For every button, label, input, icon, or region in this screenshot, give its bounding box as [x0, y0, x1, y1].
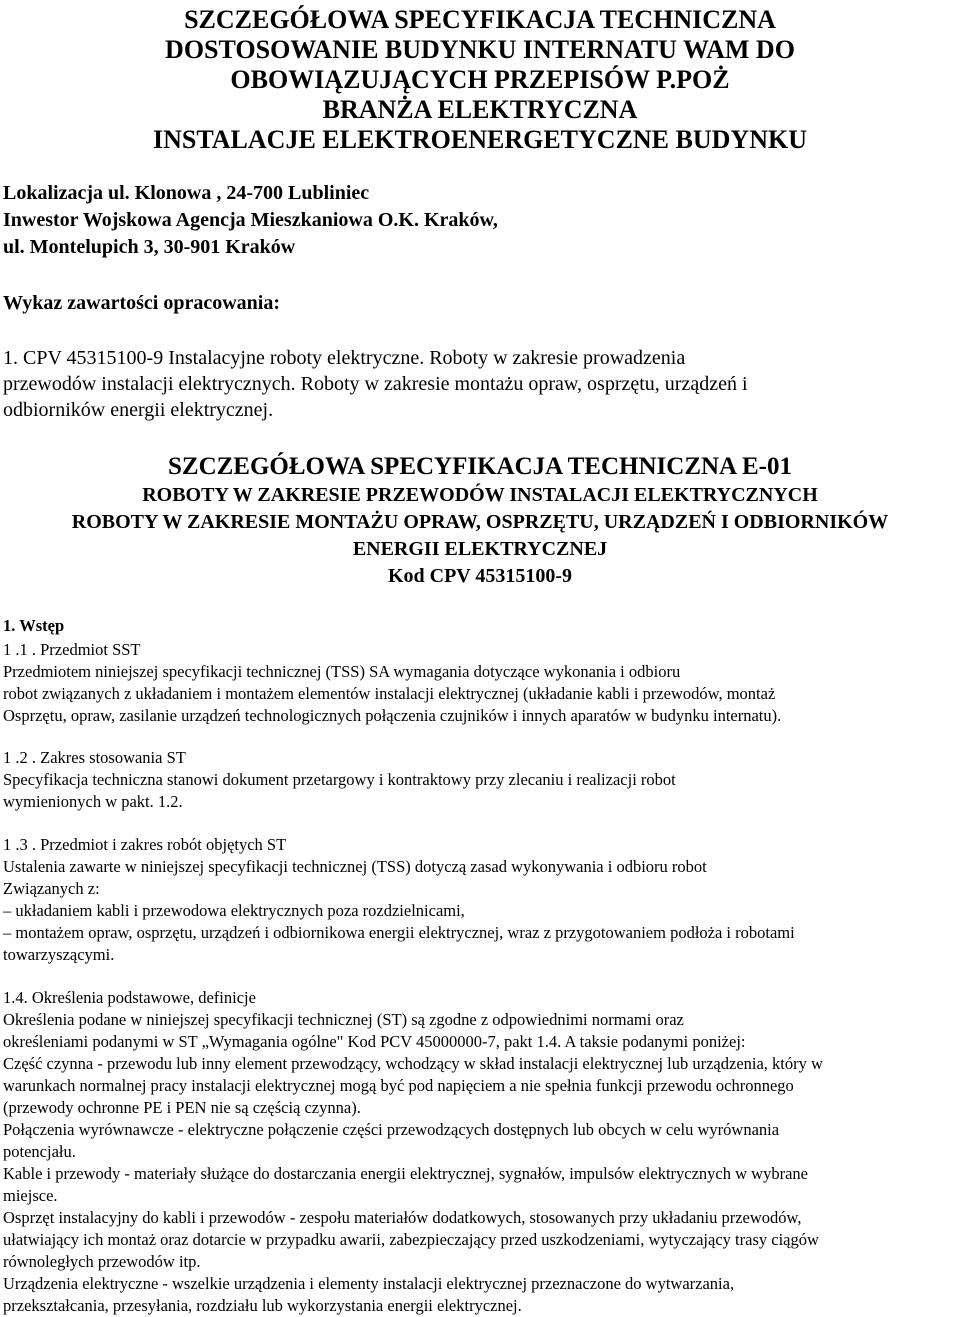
definition-line: miejsce. — [3, 1186, 58, 1205]
definition-line: Osprzęt instalacyjny do kabli i przewodów - zespołu materiałów dodatkowych, stosowanych przy układaniu przewodów, — [3, 1208, 802, 1227]
document-title — [0, 5, 960, 155]
definition-line: Kable i przewody - materiały służące do dostarczania energii elektrycznej, sygnałów, impulsów elektrycznych w wybrane — [3, 1164, 808, 1183]
location-block — [3, 180, 498, 261]
contents-line: 1. CPV 45315100-9 Instalacyjne roboty elektryczne. Roboty w zakresie prowadzenia — [3, 347, 686, 369]
definition-line: Urządzenia elektryczne - wszelkie urządzenia i elementy instalacji elektrycznej przeznaczone do wytwarzania, — [3, 1274, 735, 1293]
spec-heading-block — [0, 452, 960, 590]
subsection-heading: 1 .2 . Zakres stosowania ST — [3, 748, 186, 767]
paragraph-line: Określenia podane w niniejszej specyfikacji technicznej (ST) są zgodne z odpowiednimi normami oraz — [3, 1010, 684, 1029]
paragraph-line: Przedmiotem niniejszej specyfikacji technicznej (TSS) SA wymagania dotyczące wykonania i odbioru — [3, 662, 681, 681]
contents-list — [3, 345, 953, 423]
title-line: INSTALACJE ELEKTROENERGETYCZNE BUDYNKU — [153, 125, 807, 154]
definition-line: równoległych przewodów itp. — [3, 1252, 201, 1271]
list-item: – montażem opraw, osprzętu, urządzeń i odbiornikowa energii elektrycznej, wraz z przygotowaniem podłoża i robotami — [3, 923, 795, 942]
paragraph-line: robot związanych z układaniem i montażem elementów instalacji elektrycznej (układanie kabli i przewodów, montaż — [3, 684, 776, 703]
spec-subtitle: ROBOTY W ZAKRESIE MONTAŻU OPRAW, OSPRZĘTU, URZĄDZEŃ I ODBIORNIKÓW — [71, 511, 889, 533]
paragraph-line: Specyfikacja techniczna stanowi dokument przetargowy i kontraktowy przy zlecaniu i realizacji robot — [3, 770, 676, 789]
section-1-4 — [3, 987, 958, 1317]
subsection-heading: 1 .3 . Przedmiot i zakres robót objętych ST — [3, 835, 287, 854]
title-line: SZCZEGÓŁOWA SPECYFIKACJA TECHNICZNA — [184, 5, 776, 34]
list-item: – układaniem kabli i przewodowa elektrycznych poza rozdzielnicami, — [3, 901, 465, 920]
spec-subtitle: ROBOTY W ZAKRESIE PRZEWODÓW INSTALACJI ELEKTRYCZNYCH — [142, 484, 818, 506]
paragraph-line: wymienionych w pakt. 1.2. — [3, 792, 183, 811]
definition-line: warunkach normalnej pracy instalacji elektrycznej mogą być pod napięciem a nie spełnia funkcji przewodu ochronnego — [3, 1076, 794, 1095]
spec-subtitle: ENERGII ELEKTRYCZNEJ — [352, 538, 608, 560]
definition-line: potencjału. — [3, 1142, 76, 1161]
section-heading: 1. Wstęp — [3, 616, 65, 635]
definition-line: przekształcania, przesyłania, rozdziału lub wykorzystania energii elektrycznej. — [3, 1296, 522, 1315]
definition-line: ułatwiający ich montaż oraz dotarcie w przypadku awarii, zabezpieczający przed uszkodzeniami, wytyczający trasy ciągów — [3, 1230, 819, 1249]
subsection-heading: 1.4. Określenia podstawowe, definicje — [3, 988, 256, 1007]
investor-line: Inwestor Wojskowa Agencja Mieszkaniowa O.K. Kraków, — [3, 209, 498, 231]
contents-line: przewodów instalacji elektrycznych. Roboty w zakresie montażu opraw, osprzętu, urządzeń i — [3, 373, 748, 395]
section-1 — [3, 617, 958, 635]
spec-code: Kod CPV 45315100-9 — [387, 565, 573, 587]
definition-line: Część czynna - przewodu lub inny element przewodzący, wchodzący w skład instalacji elektrycznej lub urządzenia, który w — [3, 1054, 823, 1073]
subsection-heading: 1 .1 . Przedmiot SST — [3, 640, 141, 659]
title-line: DOSTOSOWANIE BUDYNKU INTERNATU WAM DO — [165, 35, 795, 64]
location-line: Lokalizacja ul. Klonowa , 24-700 Lubliniec — [3, 182, 370, 204]
contents-line: odbiorników energii elektrycznej. — [3, 399, 274, 421]
paragraph-line: Związanych z: — [3, 879, 100, 898]
address-line: ul. Montelupich 3, 30-901 Kraków — [3, 236, 296, 258]
section-1-3 — [3, 834, 958, 966]
contents-heading: Wykaz zawartości opracowania: — [3, 292, 280, 314]
section-1-2 — [3, 747, 958, 813]
title-line: BRANŻA ELEKTRYCZNA — [322, 95, 638, 124]
paragraph-line: towarzyszącymi. — [3, 945, 115, 964]
section-1-1 — [3, 639, 958, 727]
spec-title: SZCZEGÓŁOWA SPECYFIKACJA TECHNICZNA E-01 — [168, 453, 792, 480]
definition-line: (przewody ochronne PE i PEN nie są częścią czynna). — [3, 1098, 361, 1117]
paragraph-line: Ustalenia zawarte w niniejszej specyfikacji technicznej (TSS) dotyczą zasad wykonywania i odbioru robot — [3, 857, 707, 876]
definition-line: Połączenia wyrównawcze - elektryczne połączenie części przewodzących dostępnych lub obcych w celu wyrównania — [3, 1120, 780, 1139]
paragraph-line: Osprzętu, opraw, zasilanie urządzeń technologicznych połączenia czujników i innych aparatów w budynku internatu). — [3, 706, 782, 725]
paragraph-line: określeniami podanymi w ST „Wymagania ogólne" Kod PCV 45000000-7, pakt 1.4. A taksie podanymi poniżej: — [3, 1032, 746, 1051]
title-line: OBOWIĄZUJĄCYCH PRZEPISÓW P.POŻ — [230, 65, 730, 94]
